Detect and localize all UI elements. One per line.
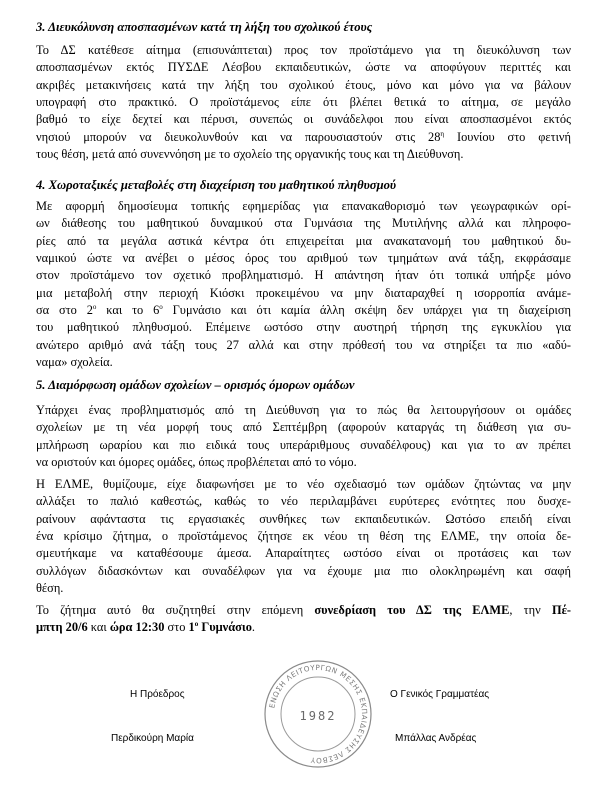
text-line: μια μεταβολή στην περιοχή Κιόσκι προκειμένου να μην διαταραχθεί η ισορροπία ανάμε- bbox=[36, 285, 571, 300]
text-line: Υπάρχει ένας προβληματισμός από τη Διεύθυνση για το πώς θα λειτουργήσουν οι ομάδες bbox=[36, 403, 571, 417]
text-line-with-superscript: σα στο $2^o$ και το $6^o$ Γυμνάσιο και ότι καμία άλλη σκέψη δεν υπάρχει για τη διαχείριση bbox=[36, 303, 572, 318]
text-line: σμευτήκαμε να καταθέσουμε άμεσα. Απαραίτητες ωστόσο είναι οι προτάσεις και των bbox=[36, 546, 571, 561]
text-line: ραίνουν αφάνταστα τις εργασιακές συνθήκες των εκπαιδευτικών. Ωστόσο επειδή είναι bbox=[36, 511, 571, 526]
text-line: του μαθητικού πληθυσμού. Επέμεινε ωστόσο στην αυστηρή τήρηση της εγκυκλίου για bbox=[36, 320, 571, 335]
text-line: ρίες από τα μεγάλα αστικά κέντρα ότι επιχειρείται μια ανακατανομή του μαθητικού δυ- bbox=[36, 233, 571, 248]
text-line: ναμικού ώστε να ανέβει ο μέσος όρος του αριθμού των τμημάτων ανά τάξη, εκφράσαμε bbox=[36, 251, 571, 266]
section-4-heading: 4. Χωροταξικές μεταβολές στη διαχείριση του μαθητικού πληθυσμού bbox=[36, 178, 397, 192]
president-name: Περδικούρη Μαρία bbox=[111, 733, 194, 744]
text-line: ανώτερο αριθμό ανά τάξη τους 27 αλλά και στην πρόθεσή του να στηρίξει τα πιο «αδύ- bbox=[36, 337, 571, 352]
section-5-paragraph-2 bbox=[36, 476, 571, 597]
secretary-role: Ο Γενικός Γραμματέας bbox=[390, 689, 490, 700]
section-4-paragraph-1 bbox=[36, 198, 571, 371]
text-line: να οριστούν και όμορες ομάδες, όπως προβλέπεται από το νόμο. bbox=[36, 455, 357, 470]
section-3-paragraph-1 bbox=[36, 42, 571, 163]
text-line: Το ΔΣ κατέθεσε αίτημα (επισυνάπτεται) προς τον προϊστάμενο για τη διευκόλυνση των bbox=[36, 43, 571, 57]
stamp-ring-text: ΕΝΩΣΗ ΛΕΙΤΟΥΡΓΩΝ ΜΕΣΗΣ ΕΚΠΑΙΔΕΥΣΗΣ ΛΕΣΒΟΥ bbox=[267, 662, 370, 766]
stamp-year: 1982 bbox=[299, 709, 337, 723]
text-line: ων διάθεσης του μαθητικού δυναμικού στα Γυμνάσια της Μυτιλήνης αλλά και πληροφο- bbox=[36, 216, 571, 231]
text-line: σχολείων με τη νέα μορφή τους από Σεπτέμβρη (αφορούν καταργάς τη διάθεση για συ- bbox=[36, 420, 571, 435]
association-stamp bbox=[262, 658, 374, 770]
text-line: αλλάξει το παλιό καθεστώς, καθώς το νέο περιλαμβάνει ευρύτερες ενότητες που δυσχε- bbox=[36, 494, 571, 509]
section-5-paragraph-1 bbox=[36, 402, 571, 471]
section-5-heading: 5. Διαμόρφωση ομάδων σχολείων – ορισμός όμορων ομάδων bbox=[36, 378, 355, 392]
text-line: τους θέση, μετά από συνεννόηση με το σχολείο της οργανικής τους και τη Διεύθυνση. bbox=[36, 147, 464, 162]
text-line: θέση. bbox=[36, 581, 64, 596]
text-line: ένα κρίσιμο ζήτημα, ο προϊστάμενος ζήτησε εκ νέου τη θέση της ΕΛΜΕ, την οποία δε- bbox=[36, 529, 571, 544]
text-line: ακριβές μετακινήσεις κατά την λήξη του σχολικού έτους, μόνο και μόνο για να βάλουν bbox=[36, 77, 571, 92]
text-line-with-bold: μπτη 20/6 και ώρα 12:30 στο $1^o$ Γυμνάσιο. bbox=[36, 620, 255, 635]
text-line: υπογραφή στο πρακτικό. Ο προϊστάμενος είπε ότι βλέπει θετικά το αίτημα, σε μεγάλο bbox=[36, 95, 571, 110]
section-5-paragraph-3 bbox=[36, 602, 571, 637]
secretary-name: Μπάλλας Ανδρέας bbox=[395, 733, 477, 744]
text-line: βαθμό το είχε δεχτεί και πέρυσι, συνεπώς οι συνάδελφοι που είναι αποσπασμένοι εκτός bbox=[36, 112, 571, 127]
text-line: συλλόγων διδασκόντων και συναδέλφων για να έχουμε μια πιο ολοκληρωμένη και σαφή bbox=[36, 563, 571, 578]
text-line-with-bold: Το ζήτημα αυτό θα συζητηθεί στην επόμενη συνεδρίαση του ΔΣ της ΕΛΜΕ, την Πέ- bbox=[36, 603, 571, 617]
text-line: Η ΕΛΜΕ, θυμίζουμε, είχε διαφωνήσει με το νέο σχεδιασμό των ομάδων ζητώντας να μην bbox=[36, 477, 571, 491]
text-line-with-superscript: νησιού μπορούν να διευκολυνθούν και να παρουσιαστούν στις $28^\eta$ Ιουνίου στο φετινή bbox=[36, 129, 571, 144]
text-line: μπλήρωση ωραρίου και πιο ειδικά τους υπεράριθμους συναδέλφους) και για το αν πρέπει bbox=[36, 437, 571, 452]
text-line: Με αφορμή δημοσίευμα τοπικής εφημερίδας για επανακαθορισμό των γεωγραφικών ορί- bbox=[36, 199, 571, 213]
president-role: Η Πρόεδρος bbox=[130, 689, 185, 700]
text-line: στον προϊστάμενο τον σχετικό προβληματισμό. Η απάντηση ήταν ότι τοπικά υπήρξε μόνο bbox=[36, 268, 571, 283]
section-3-heading: 3. Διευκόλυνση αποσπασμένων κατά τη λήξη του σχολικού έτους bbox=[36, 20, 373, 34]
text-line: αποσπασμένων εκτός ΠΥΣΔΕ Λέσβου εκπαιδευτικών, ώστε να αποφύγουν περιττές και bbox=[36, 60, 571, 75]
text-line: ναμα» σχολεία. bbox=[36, 355, 113, 370]
